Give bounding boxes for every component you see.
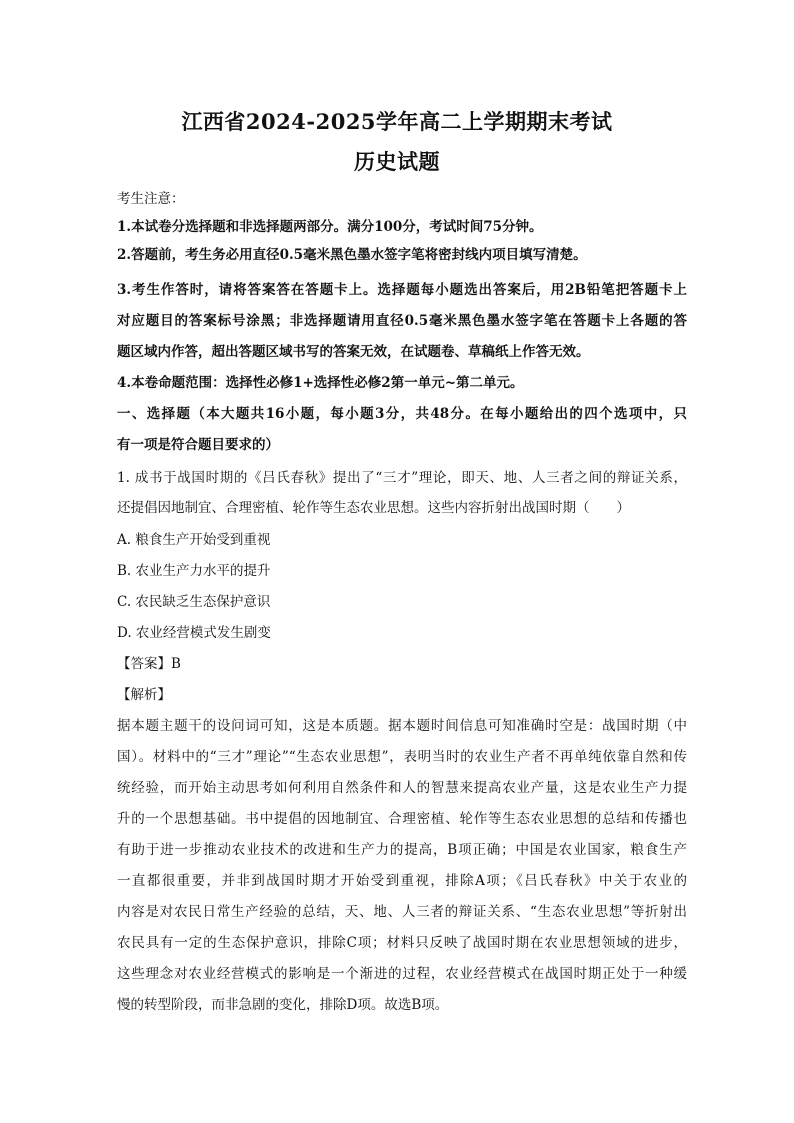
- analysis-line-7: 内容是对农民日常生产经验的总结，天、地、人三者的辩证关系、“生态农业思想”等折射出: [117, 904, 687, 920]
- question-stem-line-2: 还提倡因地制宜、合理密植、轮作等生态农业思想。这些内容折射出战国时期（ ）: [117, 500, 630, 516]
- analysis-line-5: 有助于进一步推动农业技术的改进和生产力的提高，B项正确；中国是农业国家，粮食生产: [117, 842, 687, 858]
- section-heading-line-2: 有一项是符合题目要求的）: [117, 437, 279, 453]
- analysis-line-4: 升的一个思想基础。书中提倡的因地制宜、合理密植、轮作等生态农业思想的总结和传播也: [117, 811, 687, 827]
- option-b: B. 农业生产力水平的提升: [117, 563, 271, 579]
- section-heading-line-1: 一、选择题（本大题共16小题，每小题3分，共48分。在每小题给出的四个选项中，只: [117, 406, 687, 422]
- exam-subject-title: 历史试题: [354, 149, 440, 174]
- option-a: A. 粮食生产开始受到重视: [117, 532, 271, 548]
- analysis-line-2: 国）。材料中的“三才”理论”“生态农业思想”，表明当时的农业生产者不再单纯依靠自然和传: [117, 749, 687, 765]
- analysis-line-6: 一直都很重要，并非到战国时期才开始受到重视，排除A项；《吕氏春秋》中关于农业的: [117, 873, 687, 889]
- analysis-line-1: 据本题主题干的设问词可知，这是本质题。据本题时间信息可知准确时空是：战国时期（中: [117, 718, 687, 734]
- analysis-line-8: 农民具有一定的生态保护意识，排除C项；材料只反映了战国时期在农业思想领域的进步，: [117, 935, 687, 951]
- analysis-label: 【解析】: [117, 687, 171, 703]
- answer-line: [117, 654, 687, 674]
- notice-item-1: 1.本试卷分选择题和非选择题两部分。满分100分，考试时间75分钟。: [117, 219, 543, 235]
- analysis-line-9: 这些理念对农业经营模式的影响是一个渐进的过程，农业经营模式在战国时期正处于一种缓: [117, 966, 687, 982]
- notice-heading: 考生注意：: [117, 191, 185, 207]
- question-stem-line-1: 1. 成书于战国时期的《吕氏春秋》提出了“三才”理论，即天、地、人三者之间的辩证关系，: [117, 470, 687, 486]
- exam-title: 江西省2024-2025学年高二上学期期末考试: [181, 109, 613, 134]
- option-d: D. 农业经营模式发生剧变: [117, 625, 271, 641]
- analysis-line-3: 统经验，而开始主动思考如何利用自然条件和人的智慧来提高农业产量，这是农业生产力提: [117, 780, 687, 796]
- notice-item-3-line-2: 对应题目的答案标号涂黑；非选择题请用直径0.5毫米黑色墨水签字笔在答题卡上各题的答: [117, 313, 687, 329]
- notice-item-4: 4.本卷命题范围：选择性必修1+选择性必修2第一单元~第二单元。: [117, 375, 524, 391]
- answer-label: 【答案】: [117, 656, 171, 672]
- option-c: C. 农民缺乏生态保护意识: [117, 594, 271, 610]
- notice-item-2: 2.答题前，考生务必用直径0.5毫米黑色墨水签字笔将密封线内项目填写清楚。: [117, 247, 587, 263]
- notice-item-3-line-1: 3.考生作答时，请将答案答在答题卡上。选择题每小题选出答案后，用2B铅笔把答题卡上: [117, 282, 687, 298]
- analysis-line-10: 慢的转型阶段，而非急剧的变化，排除D项。故选B项。: [117, 997, 449, 1013]
- answer-value: B: [171, 656, 181, 672]
- notice-item-3-line-3: 题区域内作答，超出答题区域书写的答案无效，在试题卷、草稿纸上作答无效。: [117, 344, 590, 360]
